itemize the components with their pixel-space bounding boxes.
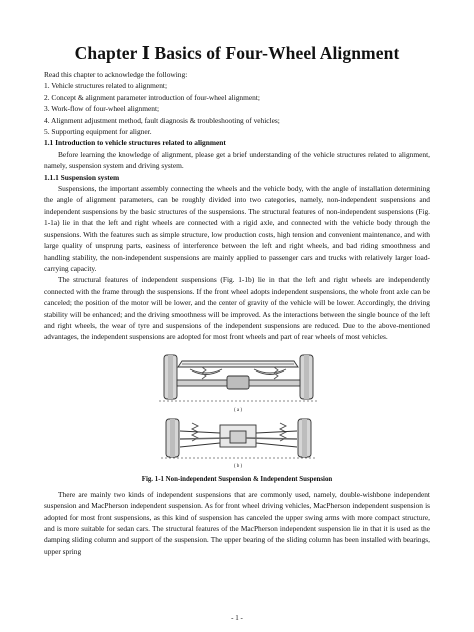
suspension-figure xyxy=(44,347,430,469)
section-heading: 1.1 Introduction to vehicle structures related to alignment xyxy=(44,138,226,148)
paragraph: Before learning the knowledge of alignment, please get a brief understanding of the vehicle structures related to alignment, namely, suspension system and driving system. xyxy=(44,149,430,171)
intro-item: 4. Alignment adjustment method, fault diagnosis & troubleshooting of vehicles; xyxy=(44,115,280,125)
intro-item: 3. Work-flow of four-wheel alignment; xyxy=(44,104,160,114)
intro-list xyxy=(44,69,430,137)
paragraph: The structural features of independent suspensions (Fig. 1-1b) lie in that the left and right wheels are independently connected with the frame through the suspensions. If the front wheel adopts independent suspensions, the whole front axle can be canceled; the position of the motor will be lower, and the center of gravity of the vehicle will be lower. Accordingly, the driving stability will be enhanced; and the driving smoothness will be improved. As the interactions between the single bounce of the left and right wheels, the wear of tyre and suspensions of the independent suspensions are reduced. Due to the above-mentioned advantages, the independent suspensions are adopted for most front wheels and part of rear wheels of most vehicles. xyxy=(44,275,430,342)
paragraph: Suspensions, the important assembly connecting the wheels and the vehicle body, with the angle of installation determining the angle of alignment parameters, can be roughly divided into two categories, namely, non-independent suspensions and independent suspensions by the basic structures of the suspensions. The structural features of non-independent suspensions (Fig. 1-1a) lie in that the left and right wheels are connected with a rigid axle, and connected with the vehicle body through the suspensions. With the features such as simple structure, low production costs, high tension and convenient maintenance, and with large quality of unsprung parts, easiness of interference between the left and right wheels, and bad riding smoothness and handling stability, the non-independent suspensions are mainly applied to passenger cars and trucks with relatively larger load-carrying capacity. xyxy=(44,184,430,273)
intro-item: 2. Concept & alignment parameter introduction of four-wheel alignment; xyxy=(44,92,260,102)
intro-item: 1. Vehicle structures related to alignment; xyxy=(44,81,168,91)
paragraph: There are mainly two kinds of independent suspensions that are commonly used, namely, double-wishbone independent suspension and MacPherson independent suspension. As for front wheel driving vehicles, MacPherson independent suspension is adopted for most front suspensions, as this kind of suspension has canceled the upper swing arms with more compact structure, and is more suitable for sedan cars. The structural features of the MacPherson independent suspension lie in that it is used as the damping sliding column and support of the suspension. The upper bearing of the sliding column has been installed with bearings, upper spring xyxy=(44,489,430,556)
intro-item: 5. Supporting equipment for aligner. xyxy=(44,127,152,137)
page-number: - 1 - xyxy=(231,614,243,622)
suspension-illustration xyxy=(44,347,430,469)
figure-caption: Fig. 1-1 Non-independent Suspension & Independent Suspension xyxy=(141,475,333,483)
figure-label-b: ( b ) xyxy=(233,463,243,469)
chapter-title: Chapter Ⅰ Basics of Four-Wheel Alignment xyxy=(74,43,400,63)
intro-lead: Read this chapter to acknowledge the following: xyxy=(44,70,188,79)
independent-suspension-drawing xyxy=(161,419,316,458)
figure-label-a: ( a ) xyxy=(233,407,243,413)
non-independent-suspension-drawing xyxy=(159,355,318,401)
subsection-heading: 1.1.1 Suspension system xyxy=(44,172,120,182)
